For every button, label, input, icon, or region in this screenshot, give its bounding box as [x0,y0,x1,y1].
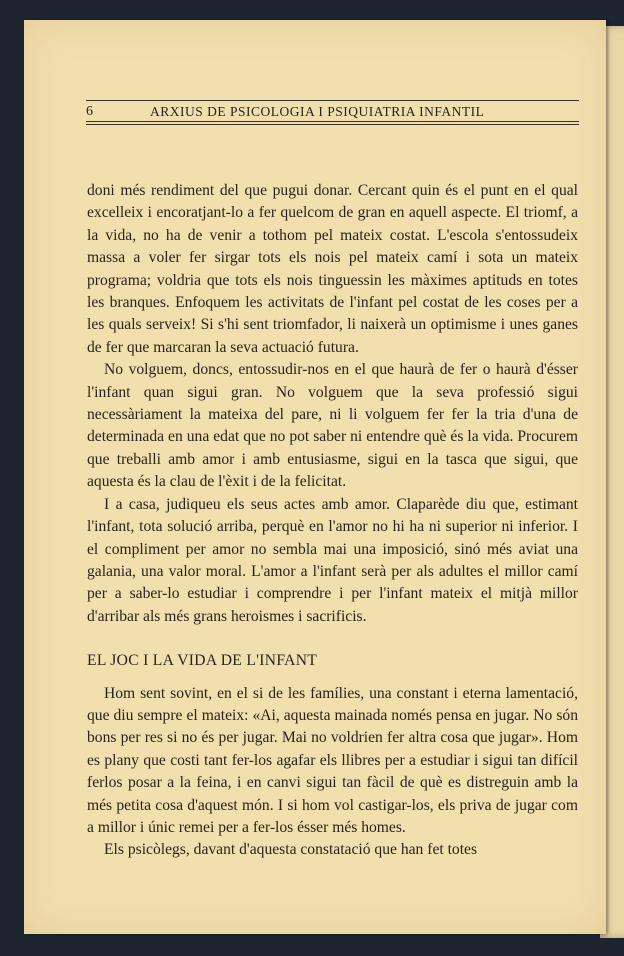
page-number: 6 [86,104,93,119]
header-rule-top [86,100,579,101]
body-paragraph: No volguem, doncs, entossudir-nos en el que haurà de fer o haurà d'ésser l'infant quan sigui gran. No volguem que la seva professió sigui necessàriament la mateixa del pare, ni li volguem fer fer la tria d'una de determinada en una edat que no pot saber ni entendre què és la vida. Procurem que treballi amb amor i amb entusiasme, sigui en la tasca que sigui, que aquesta és la clau de l'èxit i de la felicitat. [87,361,578,491]
body-paragraph: doni més rendiment del que pugui donar. Cercant quin és el punt en el qual excelleix i encoratjant-lo a fer quelcom de gran en aquell aspecte. El triomf, a la vida, no ha de venir a tothom pel mateix costat. L'escola s'entossudeix massa a voler fer sirgar tots els nois pel mateix camí i sota un mateix programa; voldria que tots els nois tinguessin les màximes aptituds en totes les branques. Enfoquem les activitats de l'infant pel costat de les coses per a les quals serveix! Si s'hi sent triomfador, li naixerà un optimisme i unes ganes de fer que marcaran la seva actuació futura. [87,182,578,356]
running-head-title: ARXIUS DE PSICOLOGIA I PSIQUIATRIA INFANTIL [150,104,485,119]
header-rule-bottom [86,121,579,125]
running-header [86,100,579,130]
book-page [24,20,606,934]
body-paragraph: I a casa, judiqueu els seus actes amb amor. Claparède diu que, estimant l'infant, tota solució arriba, perquè en l'amor no hi ha ni superior ni inferior. I el compliment per amor no sembla mai una imposició, sinó més aviat una galania, una valor moral. L'amor a l'infant serà per als adultes el millor camí per a saber-lo estudiar i comprendre i per l'infant mateix el mitjà millor d'arribar als més grans heroismes i sacrificis. [87,495,578,625]
section-heading: EL JOC I LA VIDA DE L'INFANT [87,652,318,670]
section-paragraph: Hom sent sovint, en el si de les famílies, una constant i eterna lamentació, que diu sempre el mateix: «Ai, aquesta mainada només pensa en jugar. No són bons per res si no és per jugar. Mai no voldrien fer altra cosa que jugar». Hom es plany que costi tant fer-los agafar els llibres per a estudiar i sigui tan difícil ferlos posar a la feina, i en canvi sigui tan fàcil de què es distreguin amb la més petita cosa d'aquest món. I si hom vol castigar-los, els priva de jugar com a millor i únic remei per a fer-los ésser més homes. [87,684,578,836]
page-body [87,180,578,862]
section-paragraph: Els psicòlegs, davant d'aquesta constatació que han fet totes [104,841,478,859]
